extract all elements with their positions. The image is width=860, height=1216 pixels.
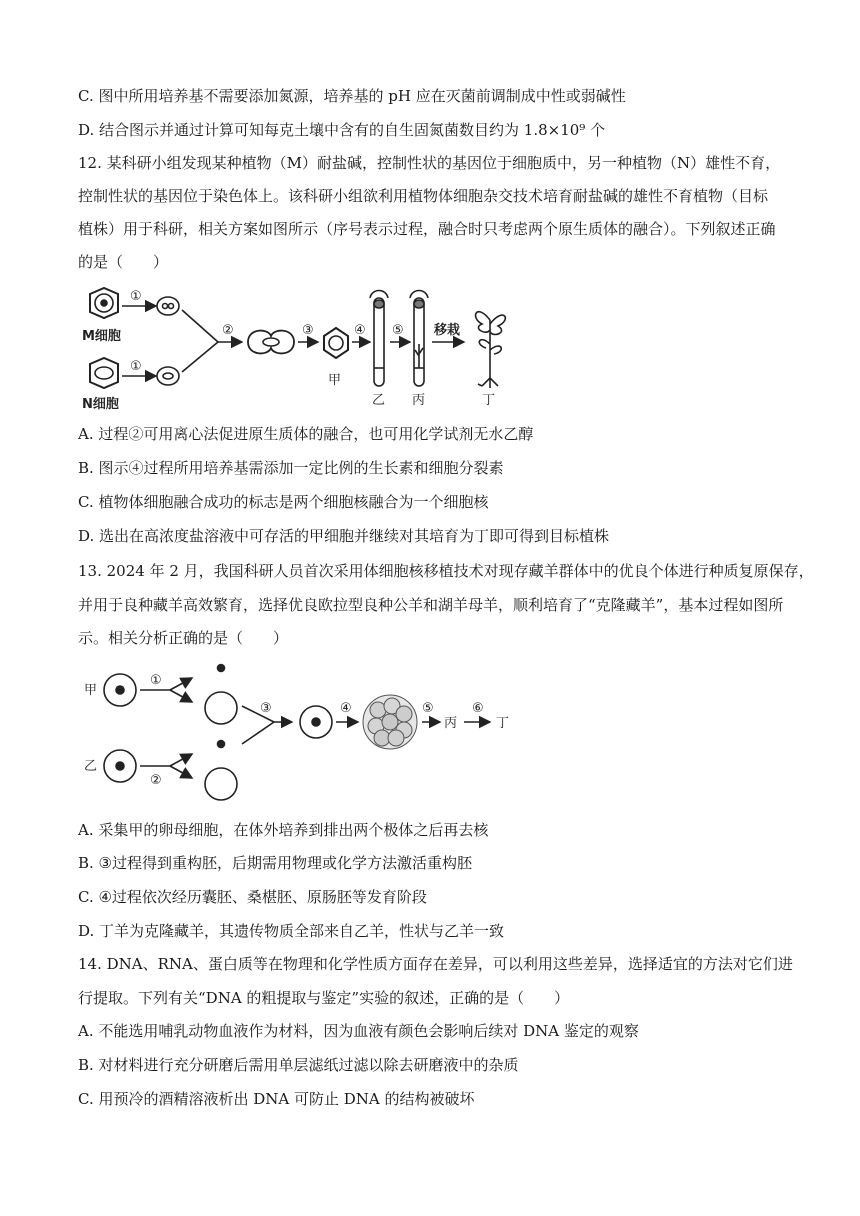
- q14-option-a: A. 不能选用哺乳动物血液作为材料，因为血液有颜色会影响后续对 DNA 鉴定的观察: [78, 1022, 639, 1040]
- q14-option-b: B. 对材料进行充分研磨后需用单层滤纸过滤以除去研磨液中的杂质: [78, 1056, 519, 1074]
- step-2-label: ②: [222, 323, 234, 338]
- q13-stem-line-1: 13. 2024 年 2 月，我国科研人员首次采用体细胞核移植技术对现存藏羊群体中的优良个体进行种质复原保存，: [78, 562, 814, 580]
- yi-nucleus-dot: [218, 741, 225, 748]
- yi-cell-remainder-icon: [205, 768, 237, 800]
- step-2-label: ②: [150, 773, 162, 788]
- jia-label: 甲: [328, 373, 342, 388]
- cell-yi-icon: [104, 750, 136, 782]
- q11-option-d: D. 结合图示并通过计算可知每克土壤中含有的自生固氮菌数目约为 1.8×10⁹ 个: [78, 121, 606, 139]
- plant-ding-icon: [476, 312, 506, 388]
- m-plant-cell-icon: [90, 288, 118, 318]
- q12-option-c: C. 植物体细胞融合成功的标志是两个细胞核融合为一个细胞核: [78, 493, 489, 511]
- test-tube-bing-icon: [410, 291, 428, 387]
- ding-label: 丁: [482, 393, 496, 408]
- q12-option-b: B. 图示④过程所用培养基需添加一定比例的生长素和细胞分裂素: [78, 459, 504, 477]
- n-protoplast-icon: [157, 367, 179, 385]
- yi-label: 乙: [372, 393, 386, 408]
- step-6-label: ⑥: [472, 701, 484, 716]
- q13-option-c: C. ④过程依次经历囊胚、桑椹胚、原肠胚等发育阶段: [78, 888, 427, 906]
- q14-option-c: C. 用预冷的酒精溶液析出 DNA 可防止 DNA 的结构被破坏: [78, 1090, 475, 1108]
- n-cell-label: N细胞: [82, 397, 119, 412]
- step-4-label: ④: [354, 323, 366, 338]
- step-1b-label: ①: [130, 359, 142, 374]
- step-5-label: ⑤: [392, 323, 404, 338]
- n-plant-cell-icon: [90, 358, 118, 388]
- jia-label: 甲: [84, 683, 98, 698]
- q13-nuclear-transfer-diagram: [78, 660, 528, 810]
- step-5-label: ⑤: [422, 701, 434, 716]
- test-tube-yi-icon: [370, 291, 388, 387]
- q12-option-a: A. 过程②可用离心法促进原生质体的融合，也可用化学试剂无水乙醇: [78, 425, 534, 443]
- bing-label: 丙: [412, 393, 426, 408]
- hybrid-cell-jia-icon: [324, 328, 348, 358]
- q13-option-a: A. 采集甲的卵母细胞，在体外培养到排出两个极体之后再去核: [78, 821, 489, 839]
- step-1-label: ①: [150, 673, 162, 688]
- q12-stem-line-2: 控制性状的基因位于染色体上。该科研小组欲利用植物体细胞杂交技术培育耐盐碱的雄性不育植物（目标: [78, 187, 769, 205]
- q14-stem-line-2: 行提取。下列有关“DNA 的粗提取与鉴定”实验的叙述，正确的是（ ）: [78, 989, 570, 1007]
- jia-nucleus-dot: [218, 665, 225, 672]
- q12-stem-line-1: 12. 某科研小组发现某种植物（M）耐盐碱，控制性状的基因位于细胞质中，另一种植物（N）雄性不育，: [78, 154, 781, 172]
- q12-stem-line-4: 的是（ ）: [78, 253, 169, 271]
- fused-protoplast-icon: [248, 331, 294, 354]
- step-3-label: ③: [302, 323, 314, 338]
- step-4-label: ④: [340, 701, 352, 716]
- q13-option-d: D. 丁羊为克隆藏羊，其遗传物质全部来自乙羊，性状与乙羊一致: [78, 922, 505, 940]
- reconstructed-embryo-icon: [300, 706, 332, 738]
- yi-label: 乙: [84, 759, 98, 774]
- q14-stem-line-1: 14. DNA、RNA、蛋白质等在物理和化学性质方面存在差异，可以利用这些差异，选择适宜的方法对它们进: [78, 955, 793, 973]
- q13-stem-line-3: 示。相关分析正确的是（ ）: [78, 629, 289, 647]
- m-protoplast-icon: [157, 297, 179, 315]
- bing-label: 丙: [444, 716, 458, 731]
- step-3-label: ③: [260, 701, 272, 716]
- transplant-label: 移栽: [434, 323, 461, 338]
- q11-option-c: C. 图中所用培养基不需要添加氮源，培养基的 pH 应在灭菌前调制成中性或弱碱性: [78, 87, 626, 105]
- q12-hybridization-diagram: [78, 284, 528, 414]
- step-1-label: ①: [130, 289, 142, 304]
- q12-stem-line-3: 植株）用于科研，相关方案如图所示（序号表示过程，融合时只考虑两个原生质体的融合）。下列叙述正确: [78, 220, 776, 238]
- m-cell-label: M细胞: [82, 329, 121, 344]
- cell-jia-icon: [104, 674, 136, 706]
- q12-option-d: D. 选出在高浓度盐溶液中可存活的甲细胞并继续对其培育为丁即可得到目标植株: [78, 527, 610, 545]
- morula-embryo-icon: [363, 695, 417, 749]
- jia-enucleated-cell-icon: [205, 692, 237, 724]
- ding-label: 丁: [496, 716, 510, 731]
- q13-option-b: B. ③过程得到重构胚，后期需用物理或化学方法激活重构胚: [78, 854, 473, 872]
- q13-stem-line-2: 并用于良种藏羊高效繁育，选择优良欧拉型良种公羊和湖羊母羊，顺利培育了“克隆藏羊”，基本过程如图所: [78, 596, 784, 614]
